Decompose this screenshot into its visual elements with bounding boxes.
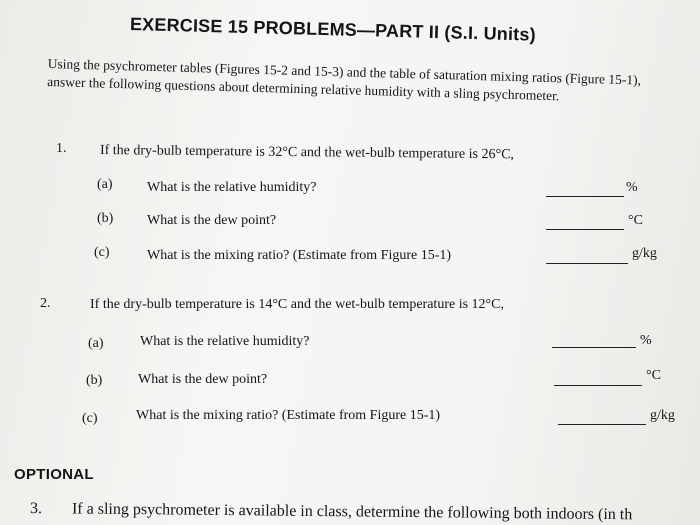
- part-question: What is the dew point?: [147, 213, 277, 228]
- part-letter: (a): [88, 336, 104, 351]
- answer-blank[interactable]: [546, 263, 628, 264]
- unit-label: g/kg: [650, 408, 675, 423]
- part-question: What is the relative humidity?: [140, 334, 310, 349]
- unit-label: °C: [628, 213, 643, 228]
- part-question: What is the mixing ratio? (Estimate from Figure 15-1): [136, 408, 441, 423]
- unit-label: %: [640, 333, 652, 348]
- intro-paragraph: Using the psychrometer tables (Figures 15-2 and 15-3) and the table of saturation mixing ratios (Figure 15-1), answer the following questions about determining relative humidity with a sling psychrometer.: [47, 55, 642, 104]
- answer-blank[interactable]: [554, 385, 642, 386]
- unit-label: %: [626, 180, 638, 195]
- part-question: What is the relative humidity?: [147, 180, 317, 195]
- page-title: EXERCISE 15 PROBLEMS—PART II (S.I. Units): [129, 14, 537, 45]
- problem-number: 3.: [29, 500, 43, 518]
- problem-number: 1.: [56, 141, 67, 156]
- optional-heading: OPTIONAL: [14, 466, 94, 483]
- part-letter: (b): [86, 373, 103, 388]
- problem-statement: If a sling psychrometer is available in class, determine the following both indoors (in th: [71, 500, 633, 524]
- part-letter: (c): [94, 245, 110, 260]
- answer-blank[interactable]: [552, 347, 636, 348]
- problem-number: 2.: [40, 296, 51, 311]
- part-letter: (a): [97, 177, 113, 192]
- part-letter: (b): [97, 211, 114, 226]
- answer-blank[interactable]: [546, 196, 624, 197]
- unit-label: g/kg: [632, 246, 657, 261]
- problem-3: [30, 500, 632, 524]
- part-question: What is the mixing ratio? (Estimate from Figure 15-1): [147, 248, 452, 263]
- part-question: What is the dew point?: [138, 372, 268, 387]
- answer-blank[interactable]: [558, 424, 646, 425]
- unit-label: °C: [646, 368, 661, 383]
- problem-statement: If the dry-bulb temperature is 32°C and the wet-bulb temperature is 26°C,: [99, 143, 515, 163]
- part-letter: (c): [82, 411, 98, 426]
- problem-statement: If the dry-bulb temperature is 14°C and the wet-bulb temperature is 12°C,: [90, 297, 504, 312]
- answer-blank[interactable]: [546, 229, 624, 230]
